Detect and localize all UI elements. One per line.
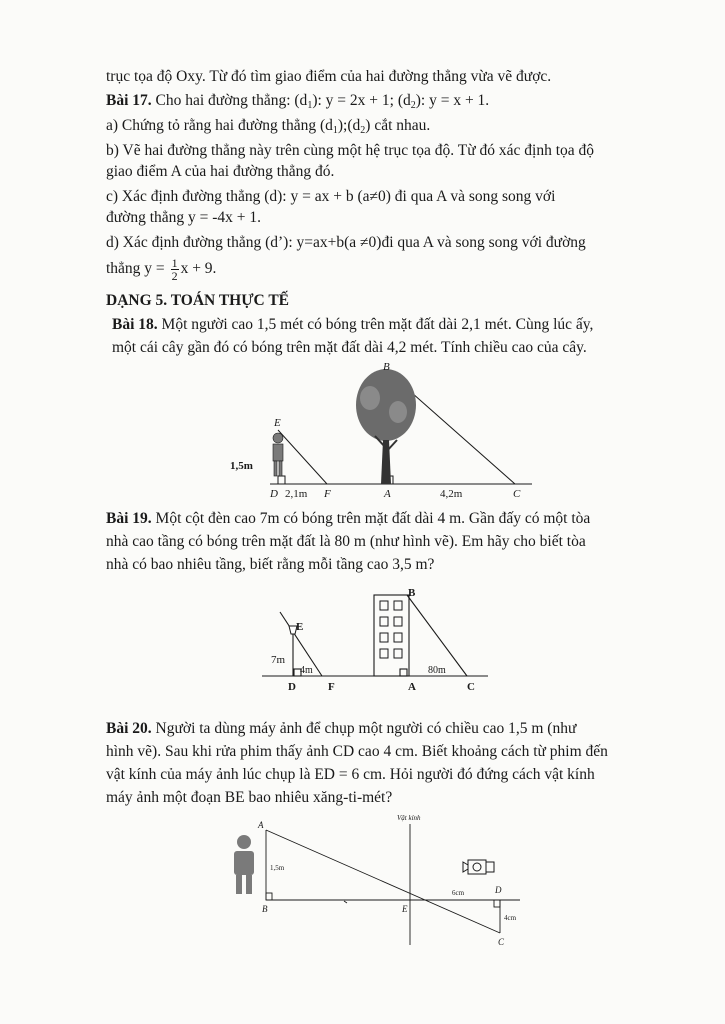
- exercise-19-line-3: nhà có bao nhiêu tầng, biết rằng mỗi tầng cao 3,5 m?: [106, 556, 435, 573]
- fig19-label-ac: 80m: [428, 665, 446, 676]
- fig19-label-a: A: [408, 681, 416, 693]
- exercise-18-line-2: một cái cây gần đó có bóng trên mặt đất dài 4,2 mét. Tính chiều cao của cây.: [112, 339, 587, 356]
- fig18-label-f: F: [324, 488, 331, 500]
- fig19-label-f: F: [328, 681, 335, 693]
- fig20-right-angle-d: [494, 900, 500, 907]
- exercise-17-part-c-2: đường thẳng y = -4x + 1.: [106, 209, 262, 226]
- fig20-label-ed: 6cm: [452, 889, 465, 897]
- exercise-19-line-2: nhà cao tầng có bóng trên mặt đất là 80 m (như hình vẽ). Em hãy cho biết tòa: [106, 533, 586, 550]
- fig20-label-height: 1,5m: [270, 864, 285, 872]
- fig18-label-ac: 4,2m: [440, 488, 463, 500]
- exercise-19-line-1: Bài 19. Một cột đèn cao 7m có bóng trên mặt đất dài 4 m. Gần đấy có một tòa: [106, 510, 591, 527]
- exercise-18-line-1: Bài 18. Một người cao 1,5 mét có bóng trên mặt đất dài 2,1 mét. Cùng lúc ấy,: [112, 316, 594, 333]
- exercise-20-line-2: hình vẽ). Sau khi rửa phim thấy ảnh CD cao 4 cm. Biết khoảng cách từ phim đến: [106, 743, 608, 760]
- exercise-20-line-4: máy ảnh một đoạn BE bao nhiêu xăng-ti-mét?: [106, 789, 393, 806]
- fig20-label-e: E: [402, 904, 408, 914]
- exercise-17-part-b-1: b) Vẽ hai đường thẳng này trên cùng một hệ trục tọa độ. Từ đó xác định tọa độ: [106, 142, 595, 159]
- exercise-17-part-a: a) Chứng tỏ rằng hai đường thẳng $(d_1);(d_2)$ cắt nhau.: [106, 117, 431, 136]
- fig19-label-c: C: [467, 681, 475, 693]
- fig20-label-c: C: [498, 937, 505, 947]
- fig18-label-c: C: [513, 488, 521, 500]
- fig18-label-b: B: [383, 361, 390, 373]
- exercise-20-line-3: vật kính của máy ảnh lúc chụp là ED = 6 cm. Hỏi người đó đứng cách vật kính: [106, 766, 595, 783]
- fig18-label-a: A: [384, 488, 391, 500]
- fig19-label-e: E: [296, 621, 304, 633]
- exercise-17-part-b-2: giao điểm A của hai đường thẳng đó.: [106, 163, 335, 180]
- exercise-19-title: Bài 19.: [106, 510, 152, 527]
- fig20-label-lens: Vật kính: [397, 814, 421, 822]
- exercise-20-title: Bài 20.: [106, 720, 152, 737]
- exercise-17-part-c-1: c) Xác định đường thẳng (d): y = ax + b (a≠0) đi qua A và song song với: [106, 188, 556, 205]
- section-heading-dang-5: DẠNG 5. TOÁN THỰC TẾ: [106, 292, 290, 309]
- text-line-intro: trục tọa độ Oxy. Từ đó tìm giao điểm của hai đường thẳng vừa vẽ được.: [106, 68, 552, 85]
- fig20-tick-mark: [344, 901, 347, 903]
- exercise-17-part-d-2: thẳng y = $\frac{1}{2}$ x + 9.: [106, 255, 217, 283]
- exercise-18-title: Bài 18.: [112, 316, 158, 333]
- fig20-camera-icon: [463, 860, 494, 874]
- fig20-label-a: A: [258, 820, 264, 830]
- fig20-label-d: D: [495, 885, 502, 895]
- fig20-label-cd: 4cm: [504, 914, 517, 922]
- fig20-right-angle-b: [266, 893, 272, 900]
- fig18-label-df: 2,1m: [285, 488, 308, 500]
- fig19-label-b: B: [408, 587, 416, 599]
- fraction-one-half: $\frac{1}{2}$: [171, 255, 178, 283]
- exercise-20-line-1: Bài 20. Người ta dùng máy ảnh để chụp một người có chiều cao 1,5 m (như: [106, 720, 577, 737]
- exercise-17-title: Bài 17.: [106, 92, 152, 109]
- fig19-label-df: 4m: [300, 665, 313, 676]
- fig20-ray-ac: [266, 830, 500, 933]
- exercise-17-part-d-1: d) Xác định đường thẳng (d’): y=ax+b(a ≠0)đi qua A và song song với đường: [106, 234, 586, 251]
- fig20-label-b: B: [262, 904, 268, 914]
- fig18-label-e: E: [274, 417, 281, 429]
- fig19-label-height: 7m: [271, 654, 286, 666]
- fig18-label-height: 1,5m: [230, 460, 253, 472]
- fig18-label-d: D: [270, 488, 278, 500]
- fig19-label-d: D: [288, 681, 296, 693]
- exercise-17-statement: Bài 17. Cho hai đường thẳng: $(d_1)$: y = 2x + 1; $(d_2)$: y = x + 1.: [106, 92, 490, 111]
- fig20-person-icon: [234, 835, 254, 894]
